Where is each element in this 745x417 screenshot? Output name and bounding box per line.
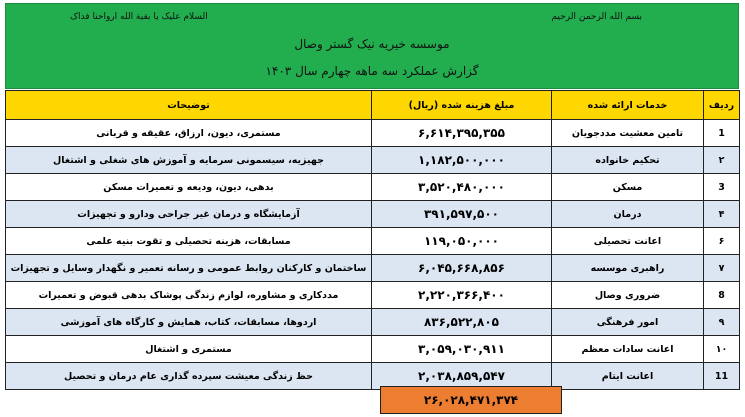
row-service: راهبری موسسه — [552, 255, 704, 282]
row-num: ۶ — [704, 228, 740, 255]
row-amount: ۳,۰۵۹,۰۳۰,۹۱۱ — [372, 336, 552, 363]
row-service: امور فرهنگی — [552, 309, 704, 336]
row-description: بدهی، دیون، ودیعه و تعمیرات مسکن — [6, 174, 372, 201]
table-row — [6, 336, 740, 363]
row-amount: ۳۹۱,۵۹۷,۵۰۰ — [372, 201, 552, 228]
row-num: 3 — [704, 174, 740, 201]
row-service: اعانت ایتام — [552, 363, 704, 390]
table-row — [6, 174, 740, 201]
header-description: توضیحات — [6, 91, 372, 120]
row-amount: ۲,۲۲۰,۳۶۶,۴۰۰ — [372, 282, 552, 309]
table-row — [6, 255, 740, 282]
row-num: 11 — [704, 363, 740, 390]
row-service: اعانت تحصیلی — [552, 228, 704, 255]
table-row — [6, 363, 740, 390]
row-description: مددکاری و مشاوره، لوازم زندگی پوشاک بدهی قبوض و تعمیرات — [6, 282, 372, 309]
row-amount: ۲,۰۳۸,۸۵۹,۵۴۷ — [372, 363, 552, 390]
salutation-text: السلام علیک یا بقیة الله ارواحنا فداک — [70, 12, 208, 22]
row-num: ۱۰ — [704, 336, 740, 363]
row-service: تحکیم خانواده — [552, 147, 704, 174]
table-row — [6, 147, 740, 174]
table-row — [6, 120, 740, 147]
header-num: ردیف — [704, 91, 740, 120]
row-num: 8 — [704, 282, 740, 309]
row-num: ۷ — [704, 255, 740, 282]
header-amount: مبلغ هزینه شده (ریال) — [372, 91, 552, 120]
row-description: ساختمان و کارکنان روابط عمومی و رسانه تعمیر و نگهدار وسایل و تجهیزات — [6, 255, 372, 282]
table-header-row — [6, 91, 740, 120]
row-service: مسکن — [552, 174, 704, 201]
report-banner — [5, 3, 739, 89]
row-service: تامین معشیت مددجویان — [552, 120, 704, 147]
table-row — [6, 309, 740, 336]
organization-name: موسسه خیریه نیک گستر وصال — [294, 37, 450, 51]
bismillah-text: بسم الله الرحمن الرحیم — [551, 12, 642, 22]
row-description: مسابقات، هزینه تحصیلی و تقوت بنیه علمی — [6, 228, 372, 255]
row-amount: ۱۱۹,۰۵۰,۰۰۰ — [372, 228, 552, 255]
row-description: جهیزیه، سیسمونی سرمایه و آموزش های شغلی و اشتغال — [6, 147, 372, 174]
row-num: ۴ — [704, 201, 740, 228]
row-amount: ۸۳۶,۵۲۲,۸۰۵ — [372, 309, 552, 336]
row-amount: ۶,۶۱۴,۳۹۵,۳۵۵ — [372, 120, 552, 147]
table-row — [6, 201, 740, 228]
row-num: ۹ — [704, 309, 740, 336]
row-amount: ۱,۱۸۲,۵۰۰,۰۰۰ — [372, 147, 552, 174]
row-description: آزمایشگاه و درمان غیر جراحی ودارو و تجهیزات — [6, 201, 372, 228]
total-amount: ۲۶,۰۲۸,۴۷۱,۳۷۴ — [380, 386, 562, 414]
row-amount: ۶,۰۴۵,۶۶۸,۸۵۶ — [372, 255, 552, 282]
row-service: اعانت سادات معظم — [552, 336, 704, 363]
row-description: حظ زندگی معیشت سپرده گذاری عام درمان و تحصیل — [6, 363, 372, 390]
table-row — [6, 228, 740, 255]
row-service: درمان — [552, 201, 704, 228]
row-service: ضروری وصال — [552, 282, 704, 309]
row-num: 1 — [704, 120, 740, 147]
row-num: ۲ — [704, 147, 740, 174]
header-service: خدمات ارائه شده — [552, 91, 704, 120]
row-description: مستمری و اشتغال — [6, 336, 372, 363]
table-row — [6, 282, 740, 309]
expense-table — [5, 90, 740, 390]
report-title: گزارش عملکرد سه ماهه چهارم سال ۱۴۰۳ — [265, 64, 479, 78]
row-amount: ۳,۵۲۰,۴۸۰,۰۰۰ — [372, 174, 552, 201]
row-description: اردوها، مسابقات، کتاب، همایش و کارگاه های آموزشی — [6, 309, 372, 336]
row-description: مستمری، دیون، ارزاق، عقیقه و قربانی — [6, 120, 372, 147]
